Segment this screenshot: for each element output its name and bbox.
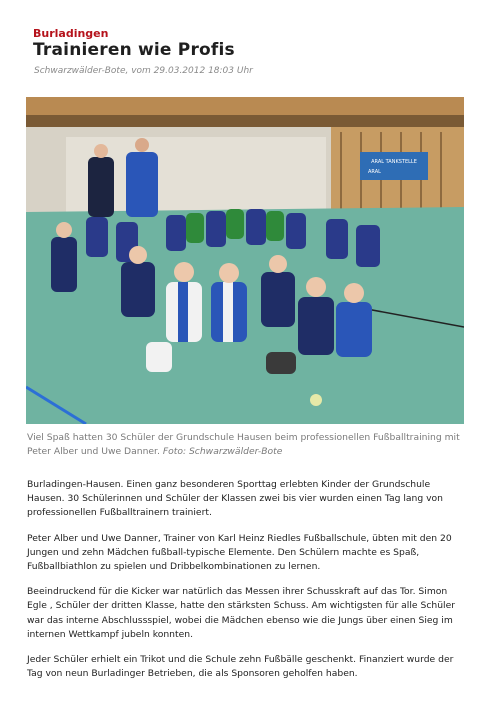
banner-text: ARAL TANKSTELLE [371,159,417,165]
coach-figure [126,152,158,217]
article-paragraph: Jeder Schüler erhielt ein Trikot und die Schule zehn Fußbälle geschenkt. Finanziert wurde der Tag von neun Burladinger Betrieben, die als Sponsoren geholfen haben. [27,654,454,680]
article-kicker: Burladingen [33,27,109,40]
article-paragraph: Peter Alber und Uwe Danner, Trainer von Karl Heinz Riedles Fußballschule, übten mit den 20 Jungen und zehn Mädchen fußball-typische Elemente. Den Schülern machte es Spaß, Fußballbiathlon zu spielen und Dribbelkombinationen zu lernen. [27,532,452,573]
caption-text: Viel Spaß hatten 30 Schüler der Grundschule Hausen beim professionellen Fußballtraining mit Peter Alber und Uwe Danner. [27,432,460,457]
article-byline: Schwarzwälder-Bote, vom 29.03.2012 18:03 Uhr [34,66,253,76]
banner-brand-text: ARAL [368,169,381,175]
article-body [27,478,467,692]
article-paragraph: Burladingen-Hausen. Einen ganz besonderen Sporttag erlebten Kinder der Grundschule Hausen. 30 Schülerinnen und Schüler der Klassen zwei bis vier wurden einen Tag lang von professionellen Fußballtrainern trainiert. [27,479,443,519]
photo-caption [27,431,467,459]
article-headline: Trainieren wie Profis [33,40,235,60]
article-photo [26,97,464,424]
photo-credit: Foto: Schwarzwälder-Bote [162,446,283,457]
coach-figure [88,157,114,217]
sponsor-banner [360,152,428,180]
article-paragraph: Beeindruckend für die Kicker war natürlich das Messen ihrer Schusskraft auf das Tor. Simon Egle , Schüler der dritten Klasse, hatte den stärksten Schuss. Am wichtigsten für alle Schüler war das interne Abschlussspiel, wobei die Mädchen ebenso wie die Jungs über einen Sieg im internen Wettkampf jubeln konnten. [27,586,455,640]
